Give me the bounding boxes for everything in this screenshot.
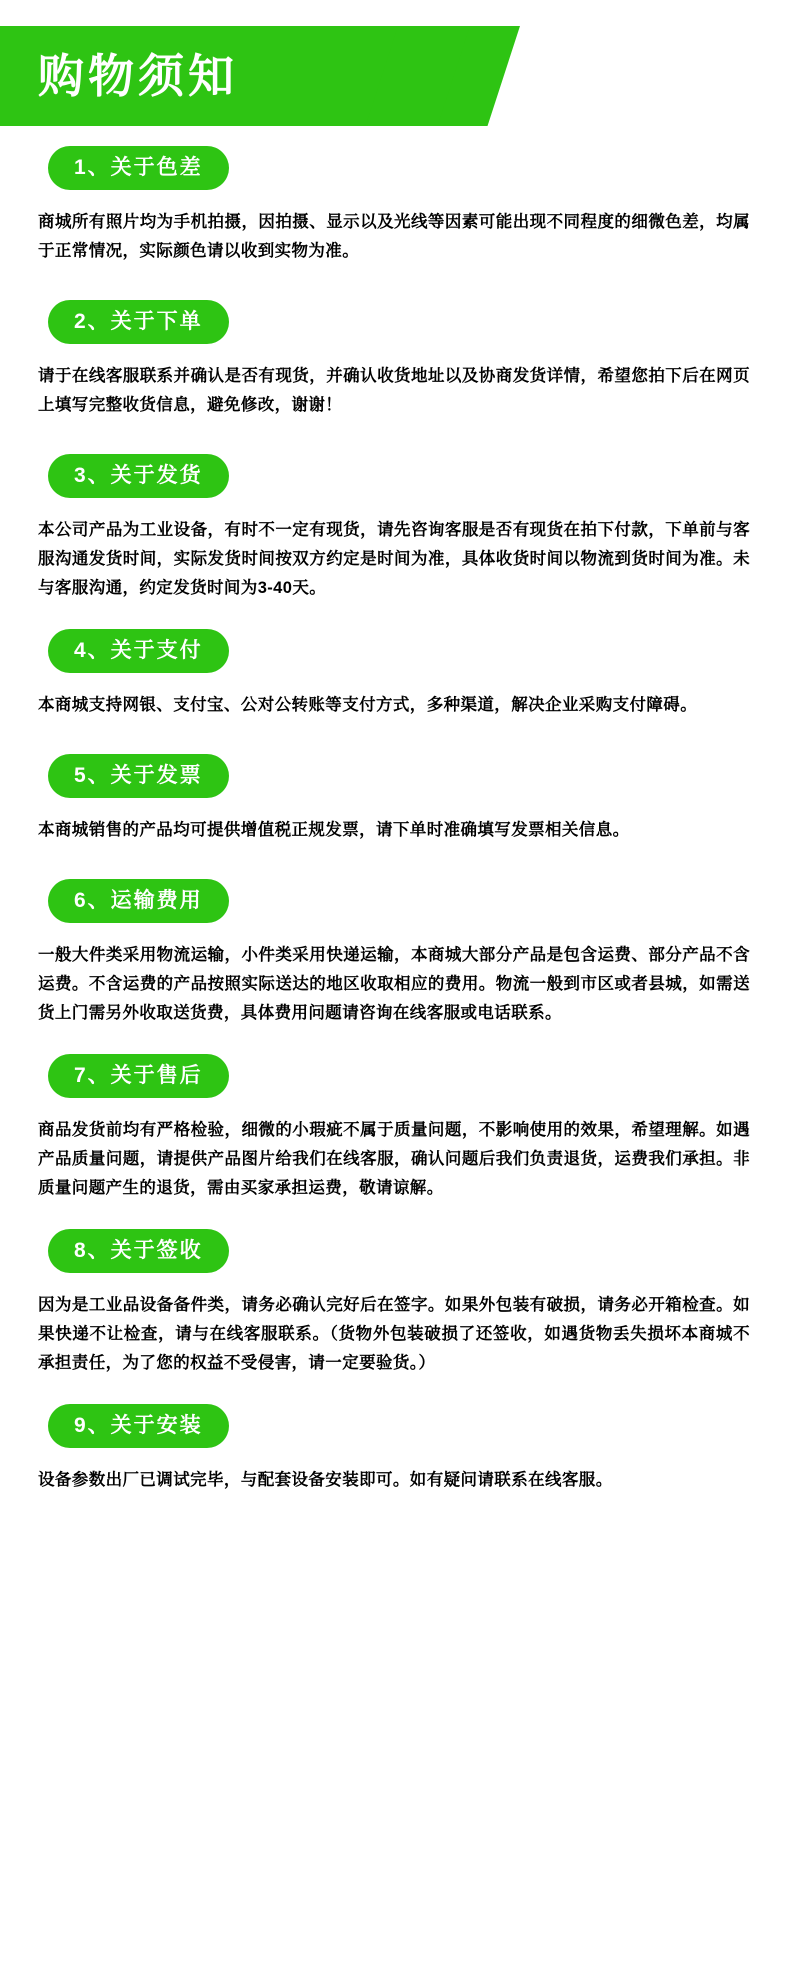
section-payment: [0, 629, 790, 720]
spacer: [0, 1378, 790, 1404]
spacer: [0, 845, 790, 879]
section-color-difference: [0, 146, 790, 266]
page-header: [0, 26, 790, 146]
section-body-text: 一般大件类采用物流运输，小件类采用快递运输，本商城大部分产品是包含运费、部分产品不含运费。不含运费的产品按照实际送达的地区收取相应的费用。物流一般到市区或者县城，如需送货上门需另外收取送货费，具体费用问题请咨询在线客服或电话联系。: [38, 946, 750, 1022]
section-heading-badge: 3、关于发货: [48, 454, 229, 498]
section-heading-badge: 5、关于发票: [48, 754, 229, 798]
spacer: [0, 266, 790, 300]
section-ordering: [0, 300, 790, 420]
section-after-sales: [0, 1054, 790, 1203]
spacer: [0, 1028, 790, 1054]
spacer: [0, 720, 790, 754]
page-title: 购物须知: [38, 50, 238, 102]
section-heading-badge: 2、关于下单: [48, 300, 229, 344]
section-heading-badge: 6、运输费用: [48, 879, 229, 923]
spacer: [0, 603, 790, 629]
section-installation: [0, 1404, 790, 1495]
section-body-text: 本公司产品为工业设备，有时不一定有现货，请先咨询客服是否有现货在拍下付款，下单前与客服沟通发货时间，实际发货时间按双方约定是时间为准，具体收货时间以物流到货时间为准。未与客服沟通，约定发货时间为3-40天。: [38, 521, 750, 597]
section-invoice: [0, 754, 790, 845]
section-body-text: 设备参数出厂已调试完毕，与配套设备安装即可。如有疑问请联系在线客服。: [38, 1471, 613, 1489]
section-body-text: 本商城支持网银、支付宝、公对公转账等支付方式，多种渠道，解决企业采购支付障碍。: [38, 696, 698, 714]
spacer: [0, 420, 790, 454]
section-heading-badge: 9、关于安装: [48, 1404, 229, 1448]
section-heading-badge: 1、关于色差: [48, 146, 229, 190]
section-body-text: 商城所有照片均为手机拍摄，因拍摄、显示以及光线等因素可能出现不同程度的细微色差，均属于正常情况，实际颜色请以收到实物为准。: [38, 213, 750, 260]
section-heading-badge: 4、关于支付: [48, 629, 229, 673]
section-body-text: 商品发货前均有严格检验，细微的小瑕疵不属于质量问题，不影响使用的效果，希望理解。如遇产品质量问题，请提供产品图片给我们在线客服，确认问题后我们负责退货，运费我们承担。非质量问题产生的退货，需由买家承担运费，敬请谅解。: [38, 1121, 750, 1197]
shopping-notice-page: [0, 26, 790, 1525]
section-receipt-signing: [0, 1229, 790, 1378]
section-body-text: 本商城销售的产品均可提供增值税正规发票，请下单时准确填写发票相关信息。: [38, 821, 630, 839]
section-body-text: 请于在线客服联系并确认是否有现货，并确认收货地址以及协商发货详情，希望您拍下后在网页上填写完整收货信息，避免修改，谢谢！: [38, 367, 750, 414]
section-heading-badge: 7、关于售后: [48, 1054, 229, 1098]
section-shipping: [0, 454, 790, 603]
section-heading-badge: 8、关于签收: [48, 1229, 229, 1273]
section-body-text: 因为是工业品设备备件类，请务必确认完好后在签字。如果外包装有破损，请务必开箱检查。如果快递不让检查，请与在线客服联系。（货物外包装破损了还签收，如遇货物丢失损坏本商城不承担责任，为了您的权益不受侵害，请一定要验货。）: [38, 1296, 750, 1372]
section-shipping-fee: [0, 879, 790, 1028]
spacer: [0, 1203, 790, 1229]
